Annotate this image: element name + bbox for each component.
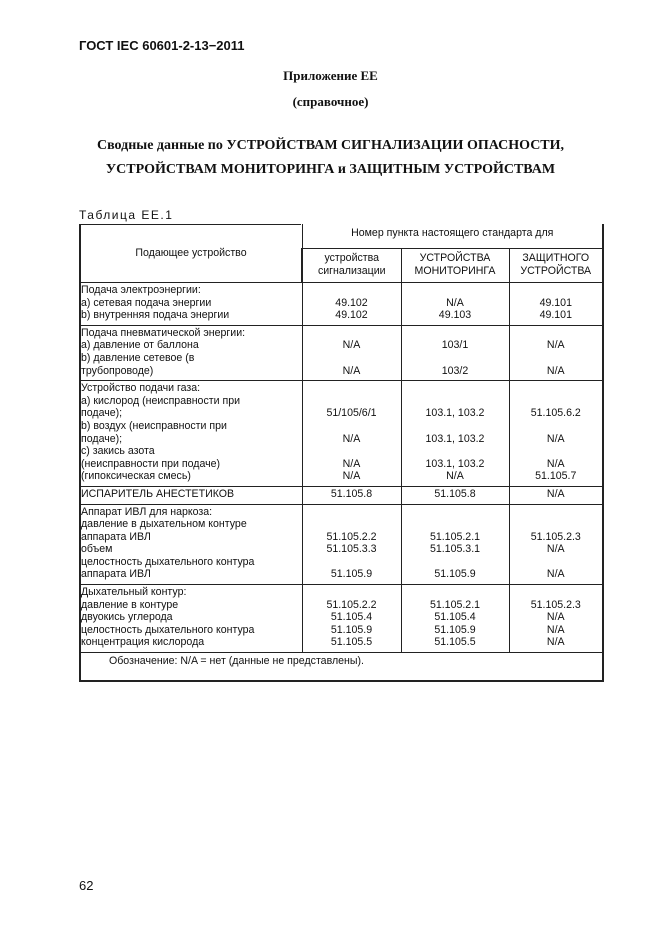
device-cell-line: ИСПАРИТЕЛЬ АНЕСТЕТИКОВ xyxy=(81,487,235,500)
monitoring-cell-line: 51.105.4 xyxy=(434,611,476,624)
device-cell-line: Аппарат ИВЛ для наркоза: xyxy=(81,505,213,518)
protective-cell-line xyxy=(512,420,601,433)
protective-cell-line xyxy=(512,395,601,408)
protective-cell-line xyxy=(512,352,601,365)
alarm-cell-line: N/A xyxy=(342,432,361,445)
table-note: Обозначение: N/A = нет (данные не представлены). xyxy=(80,653,603,681)
device-cell xyxy=(80,504,302,585)
alarm-cell-line: N/A xyxy=(342,364,361,377)
protective-cell-line: 51.105.7 xyxy=(535,470,577,483)
monitoring-cell-line: 51.105.8 xyxy=(434,487,476,500)
protective-cell-line: 51.105.6.2 xyxy=(530,407,581,420)
monitoring-cell-line xyxy=(404,506,507,519)
alarm-cell-line: 49.102 xyxy=(335,296,368,309)
device-cell-line: Устройство подачи газа: xyxy=(81,382,201,395)
monitoring-cell-line: 51.105.9 xyxy=(434,623,476,636)
table-row xyxy=(80,585,603,653)
alarm-cell-line xyxy=(305,518,399,531)
monitoring-cell-line: N/A xyxy=(446,470,464,483)
header-alarm-line1: устройства xyxy=(324,251,380,264)
device-cell-line: (неисправности при подаче) xyxy=(81,457,221,470)
alarm-cell-line: 51.105.8 xyxy=(330,487,373,500)
monitoring-cell xyxy=(401,283,509,326)
device-cell-line: a) давление от баллона xyxy=(81,339,199,352)
header-protective xyxy=(509,249,603,283)
device-cell-line: b) давление сетевое (в xyxy=(81,351,195,364)
alarm-cell-line xyxy=(305,382,399,395)
monitoring-cell xyxy=(401,585,509,653)
header-alarm-line2: сигнализации xyxy=(317,264,386,277)
monitoring-cell-line xyxy=(404,395,507,408)
monitoring-cell xyxy=(401,504,509,585)
monitoring-cell-line xyxy=(404,284,507,297)
protective-cell xyxy=(509,381,603,487)
protective-cell-line xyxy=(512,327,601,340)
device-cell-line: a) сетевая подача энергии xyxy=(81,296,212,309)
device-cell xyxy=(80,325,302,380)
protective-cell-line: N/A xyxy=(546,623,565,636)
protective-cell xyxy=(509,585,603,653)
monitoring-cell-line: 103.1, 103.2 xyxy=(425,407,485,420)
protective-cell-line: N/A xyxy=(546,543,565,556)
device-cell-line: целостность дыхательного контура xyxy=(81,623,255,636)
alarm-cell-line xyxy=(305,395,399,408)
protective-cell-line xyxy=(512,382,601,395)
alarm-cell xyxy=(302,381,401,487)
summary-title-line2: УСТРОЙСТВАМ МОНИТОРИНГА и ЗАЩИТНЫМ УСТРОЙСТВАМ xyxy=(105,162,556,177)
header-protective-line1: ЗАЩИТНОГО xyxy=(522,251,590,264)
alarm-cell-line xyxy=(305,352,399,365)
device-cell-line: b) воздух (неисправности при xyxy=(81,419,227,432)
device-cell-line: подаче); xyxy=(81,407,123,420)
protective-cell-line: 51.105.2.3 xyxy=(530,530,581,543)
device-cell-line: (гипоксическая смесь) xyxy=(81,470,191,483)
protective-cell xyxy=(509,325,603,380)
alarm-cell-line: 51.105.4 xyxy=(330,611,373,624)
alarm-cell-line: 51.105.3.3 xyxy=(326,543,377,556)
device-cell-line: концентрация кислорода xyxy=(81,636,205,649)
table-row xyxy=(80,486,603,504)
device-cell xyxy=(80,283,302,326)
alarm-cell-line xyxy=(305,445,399,458)
monitoring-cell xyxy=(401,381,509,487)
alarm-cell xyxy=(302,325,401,380)
monitoring-cell xyxy=(401,325,509,380)
monitoring-cell-line: 51.105.9 xyxy=(434,568,476,581)
protective-cell-line xyxy=(512,586,601,599)
alarm-cell-line xyxy=(305,420,399,433)
header-protective-line2: УСТРОЙСТВА xyxy=(520,264,592,277)
header-monitoring-line2: МОНИТОРИНГА xyxy=(414,264,496,277)
alarm-cell-line xyxy=(305,586,399,599)
alarm-cell-line: N/A xyxy=(342,339,361,352)
monitoring-cell-line xyxy=(404,445,507,458)
alarm-cell xyxy=(302,283,401,326)
alarm-cell xyxy=(302,585,401,653)
monitoring-cell-line: 103/1 xyxy=(441,339,469,352)
protective-cell xyxy=(509,486,603,504)
device-cell-line: аппарата ИВЛ xyxy=(81,568,151,581)
page-number: 62 xyxy=(79,878,94,893)
monitoring-cell xyxy=(401,486,509,504)
header-group: Номер пункта настоящего стандарта для xyxy=(302,224,603,249)
alarm-cell-line: N/A xyxy=(342,457,361,470)
header-alarm-systems xyxy=(302,249,401,283)
protective-cell-line: 49.101 xyxy=(539,309,572,322)
alarm-cell-line xyxy=(305,284,399,297)
device-cell-line: a) кислород (неисправности при xyxy=(81,394,241,407)
alarm-cell-line: 51.105.2.2 xyxy=(326,598,377,611)
alarm-cell-line: 51.105.9 xyxy=(330,568,373,581)
device-cell xyxy=(80,486,302,504)
protective-cell-line: N/A xyxy=(546,636,565,649)
device-cell-line: целостность дыхательного контура xyxy=(81,555,255,568)
device-cell xyxy=(80,381,302,487)
document-header: ГОСТ IEC 60601-2-13−2011 xyxy=(79,38,245,53)
device-cell-line: трубопроводе) xyxy=(81,364,154,377)
device-cell-line: давление в контуре xyxy=(81,598,179,611)
protective-cell-line: N/A xyxy=(546,611,565,624)
monitoring-cell-line: 49.103 xyxy=(438,309,472,322)
device-cell-line: Подача электроэнергии: xyxy=(81,284,201,296)
protective-cell-line: 51.105.2.3 xyxy=(530,598,581,611)
alarm-cell-line: 51.105.5 xyxy=(330,636,373,649)
header-monitoring-line1: УСТРОЙСТВА xyxy=(419,251,491,264)
device-cell-line: объем xyxy=(81,543,113,556)
protective-cell-line: N/A xyxy=(546,487,565,500)
device-cell-line: подаче); xyxy=(81,432,123,445)
table-row xyxy=(80,504,603,585)
alarm-cell-line: 51.105.9 xyxy=(330,623,373,636)
alarm-cell-line xyxy=(305,327,399,340)
table-row xyxy=(80,381,603,487)
protective-cell xyxy=(509,283,603,326)
protective-cell-line: N/A xyxy=(546,364,565,377)
device-cell xyxy=(80,585,302,653)
header-device: Подающее устройство xyxy=(80,224,302,283)
table-label: Таблица ЕЕ.1 xyxy=(79,208,174,222)
protective-cell-line xyxy=(512,506,601,519)
table-row xyxy=(80,283,603,326)
monitoring-cell-line: 103/2 xyxy=(441,364,469,377)
monitoring-cell-line xyxy=(404,382,507,395)
alarm-cell-line: N/A xyxy=(342,470,361,483)
alarm-cell-line xyxy=(305,556,399,569)
protective-cell-line: 49.101 xyxy=(539,296,572,309)
protective-cell-line xyxy=(512,556,601,569)
monitoring-cell-line: 103.1, 103.2 xyxy=(425,457,485,470)
monitoring-cell-line xyxy=(404,327,507,340)
monitoring-cell-line xyxy=(404,352,507,365)
table-header-row xyxy=(80,224,603,249)
summary-table xyxy=(79,224,604,682)
protective-cell-line xyxy=(512,445,601,458)
monitoring-cell-line: 51.105.3.1 xyxy=(429,543,481,556)
annex-subtitle: (справочное) xyxy=(292,94,369,109)
device-cell-line: b) внутренняя подача энергии xyxy=(81,309,230,322)
monitoring-cell-line: N/A xyxy=(446,296,464,309)
protective-cell-line xyxy=(512,518,601,531)
monitoring-cell-line xyxy=(404,586,507,599)
summary-title-line1: Сводные данные по УСТРОЙСТВАМ СИГНАЛИЗАЦИИ ОПАСНОСТИ, xyxy=(96,138,565,153)
alarm-cell-line: 51/105/6/1 xyxy=(326,407,377,420)
protective-cell-line xyxy=(512,284,601,297)
monitoring-cell-line: 103.1, 103.2 xyxy=(425,432,485,445)
device-cell-line: двуокись углерода xyxy=(81,611,173,624)
device-cell-line: c) закись азота xyxy=(81,445,155,458)
protective-cell-line: N/A xyxy=(546,339,565,352)
device-cell-line: Дыхательный контур: xyxy=(81,586,187,599)
annex-title: Приложение ЕЕ xyxy=(283,68,378,83)
alarm-cell xyxy=(302,486,401,504)
header-monitoring xyxy=(401,249,509,283)
note-row xyxy=(80,653,603,681)
monitoring-cell-line xyxy=(404,556,507,569)
protective-cell-line: N/A xyxy=(546,432,565,445)
monitoring-cell-line: 51.105.2.1 xyxy=(429,530,481,543)
alarm-cell-line: 51.105.2.2 xyxy=(326,530,377,543)
alarm-cell-line xyxy=(305,506,399,519)
table-row xyxy=(80,325,603,380)
monitoring-cell-line xyxy=(404,420,507,433)
protective-cell xyxy=(509,504,603,585)
monitoring-cell-line xyxy=(404,518,507,531)
monitoring-cell-line: 51.105.5 xyxy=(434,636,476,649)
monitoring-cell-line: 51.105.2.1 xyxy=(429,598,481,611)
device-cell-line: аппарата ИВЛ xyxy=(81,530,151,543)
alarm-cell xyxy=(302,504,401,585)
device-cell-line: Подача пневматической энергии: xyxy=(81,326,246,339)
protective-cell-line: N/A xyxy=(546,457,565,470)
device-cell-line: давление в дыхательном контуре xyxy=(81,518,247,531)
protective-cell-line: N/A xyxy=(546,568,565,581)
alarm-cell-line: 49.102 xyxy=(335,309,368,322)
